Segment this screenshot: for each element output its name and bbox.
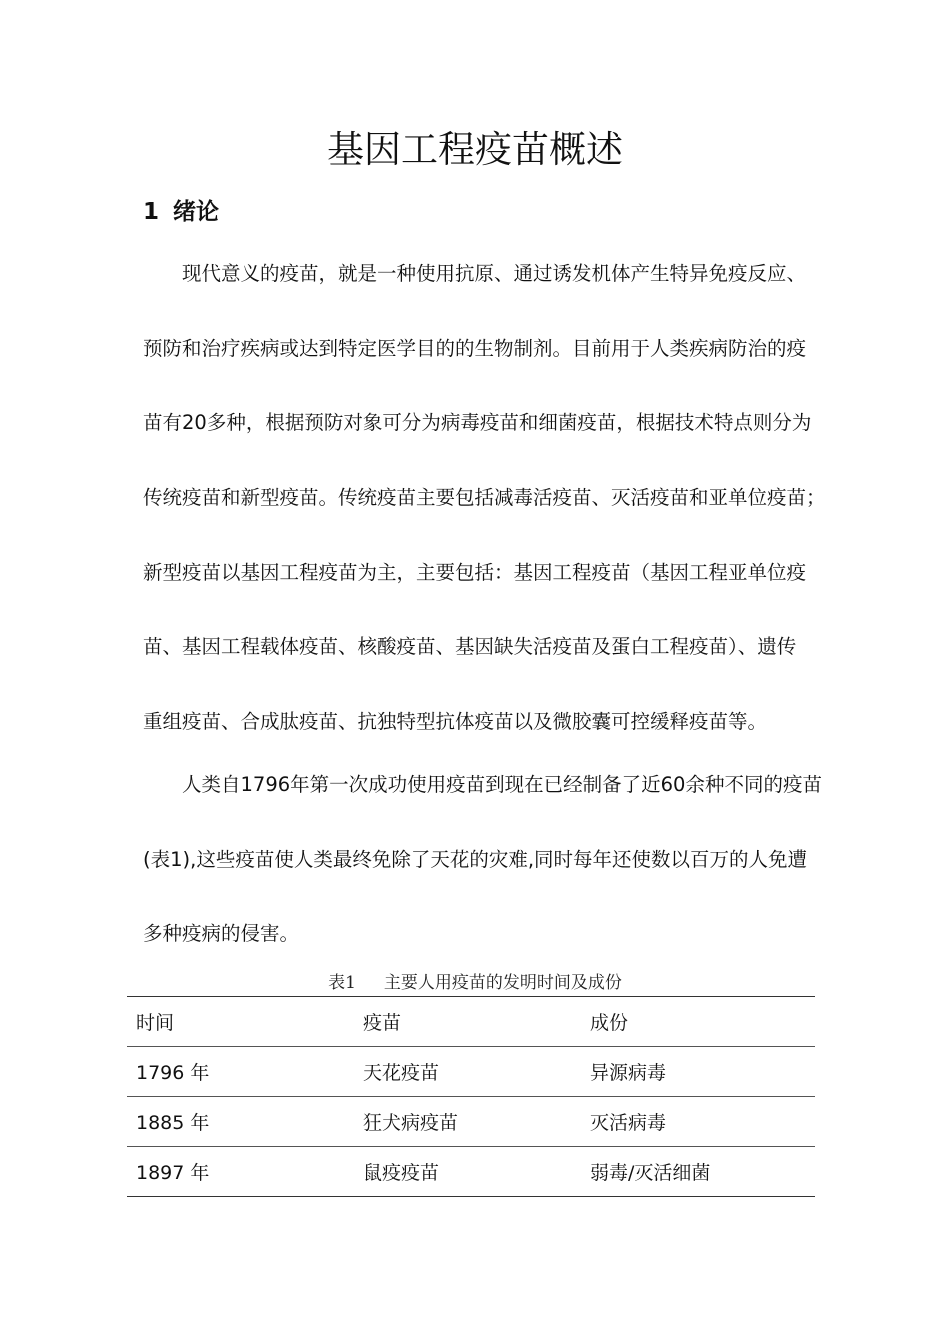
table-header-cell: 成份 xyxy=(581,997,815,1047)
table-cell: 弱毒/灭活细菌 xyxy=(581,1147,815,1197)
table-cell: 天花疫苗 xyxy=(354,1047,581,1097)
table-header-row xyxy=(127,997,815,1047)
table-row xyxy=(127,1147,815,1197)
paragraph-line: 苗有20多种，根据预防对象可分为病毒疫苗和细菌疫苗，根据技术特点则分为 xyxy=(143,411,812,434)
paragraph-line: 重组疫苗、合成肽疫苗、抗独特型抗体疫苗以及微胶囊可控缓释疫苗等。 xyxy=(143,710,768,733)
table-cell: 1897 年 xyxy=(127,1147,354,1197)
table-cell: 鼠疫疫苗 xyxy=(354,1147,581,1197)
page-title: 基因工程疫苗概述 xyxy=(327,128,623,171)
table-header-cell: 疫苗 xyxy=(354,997,581,1047)
paragraph-line: 苗、基因工程载体疫苗、核酸疫苗、基因缺失活疫苗及蛋白工程疫苗）、遗传 xyxy=(143,635,797,658)
section-title: 绪论 xyxy=(173,199,220,225)
paragraph-line: 新型疫苗以基因工程疫苗为主，主要包括：基因工程疫苗（基因工程亚单位疫 xyxy=(143,561,807,584)
table-caption-number: 表1 xyxy=(328,973,356,993)
section-heading xyxy=(143,196,219,228)
paragraph-line: (表1),这些疫苗使人类最终免除了天花的灾难,同时每年还使数以百万的人免遭 xyxy=(143,848,808,871)
table-header-cell: 时间 xyxy=(127,997,354,1047)
table-row xyxy=(127,1047,815,1097)
table-caption xyxy=(0,970,950,996)
table-cell: 异源病毒 xyxy=(581,1047,815,1097)
paragraph-line: 人类自1796年第一次成功使用疫苗到现在已经制备了近60余种不同的疫苗 xyxy=(182,773,822,796)
paragraph-line: 传统疫苗和新型疫苗。传统疫苗主要包括减毒活疫苗、灭活疫苗和亚单位疫苗； xyxy=(143,486,826,509)
vaccine-table xyxy=(127,996,815,1197)
table-cell: 1796 年 xyxy=(127,1047,354,1097)
paragraph-line: 现代意义的疫苗，就是一种使用抗原、通过诱发机体产生特异免疫反应、 xyxy=(182,262,807,285)
section-number: 1 xyxy=(143,199,160,225)
table-cell: 灭活病毒 xyxy=(581,1097,815,1147)
table-cell: 狂犬病疫苗 xyxy=(354,1097,581,1147)
paragraph-line: 预防和治疗疾病或达到特定医学目的的生物制剂。目前用于人类疾病防治的疫 xyxy=(143,337,807,360)
table-row xyxy=(127,1097,815,1147)
table-caption-text: 主要人用疫苗的发明时间及成份 xyxy=(383,973,622,993)
paragraph-line: 多种疫病的侵害。 xyxy=(143,922,300,945)
table-cell: 1885 年 xyxy=(127,1097,354,1147)
